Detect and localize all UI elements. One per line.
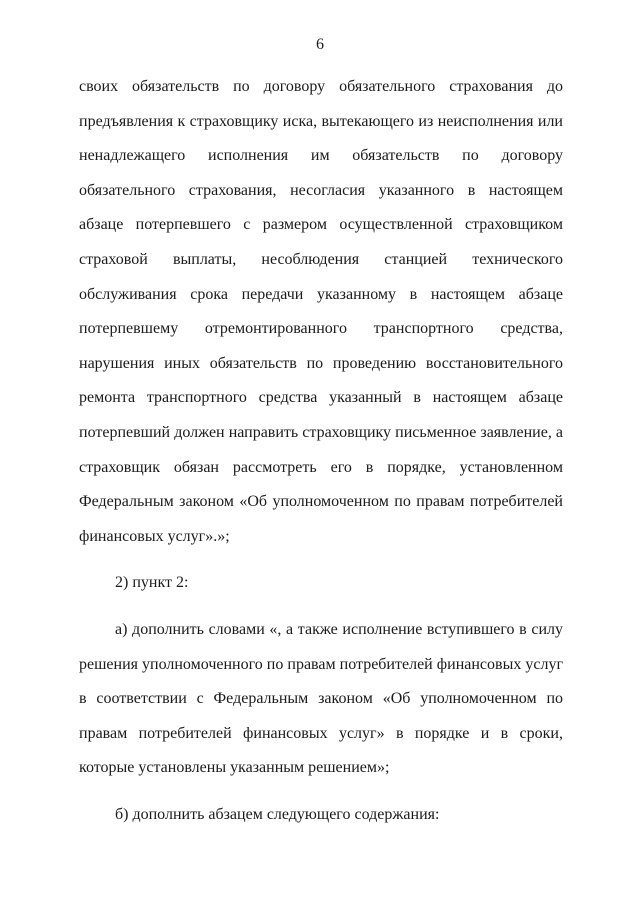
page-number: 6 — [316, 36, 324, 53]
paragraph-continuation: своих обязательств по договору обязательного страхования до предъявления к страховщику иска, вытекающего из неисполнения или ненадлежащего исполнения им обязательств по договору обязательного страхования, несогласия указанного в настоящем абзаце потерпевшего с размером осуществленной страховщиком страховой выплаты, несоблюдения станцией технического обслуживания срока передачи указанному в настоящем абзаце потерпевшему отремонтированного транспортного средства, нарушения иных обязательств по проведению восстановительного ремонта транспортного средства указанный в настоящем абзаце потерпевший должен направить страховщику письменное заявление, а страховщик обязан рассмотреть его в порядке, установленном Федеральным законом «Об уполномоченном по правам потребителей финансовых услуг».»; — [79, 78, 563, 545]
paragraph-subitem-a: а) дополнить словами «, а также исполнение вступившего в силу решения уполномоченного по правам потребителей финансовых услуг в соответствии с Федеральным законом «Об уполномоченном по правам потребителей финансовых услуг» в порядке и в сроки, которые установлены указанным решением»; — [79, 620, 563, 777]
paragraph-item-2: 2) пункт 2: — [115, 574, 189, 592]
document-body — [79, 70, 563, 832]
paragraph-subitem-b: б) дополнить абзацем следующего содержания: — [115, 805, 440, 823]
